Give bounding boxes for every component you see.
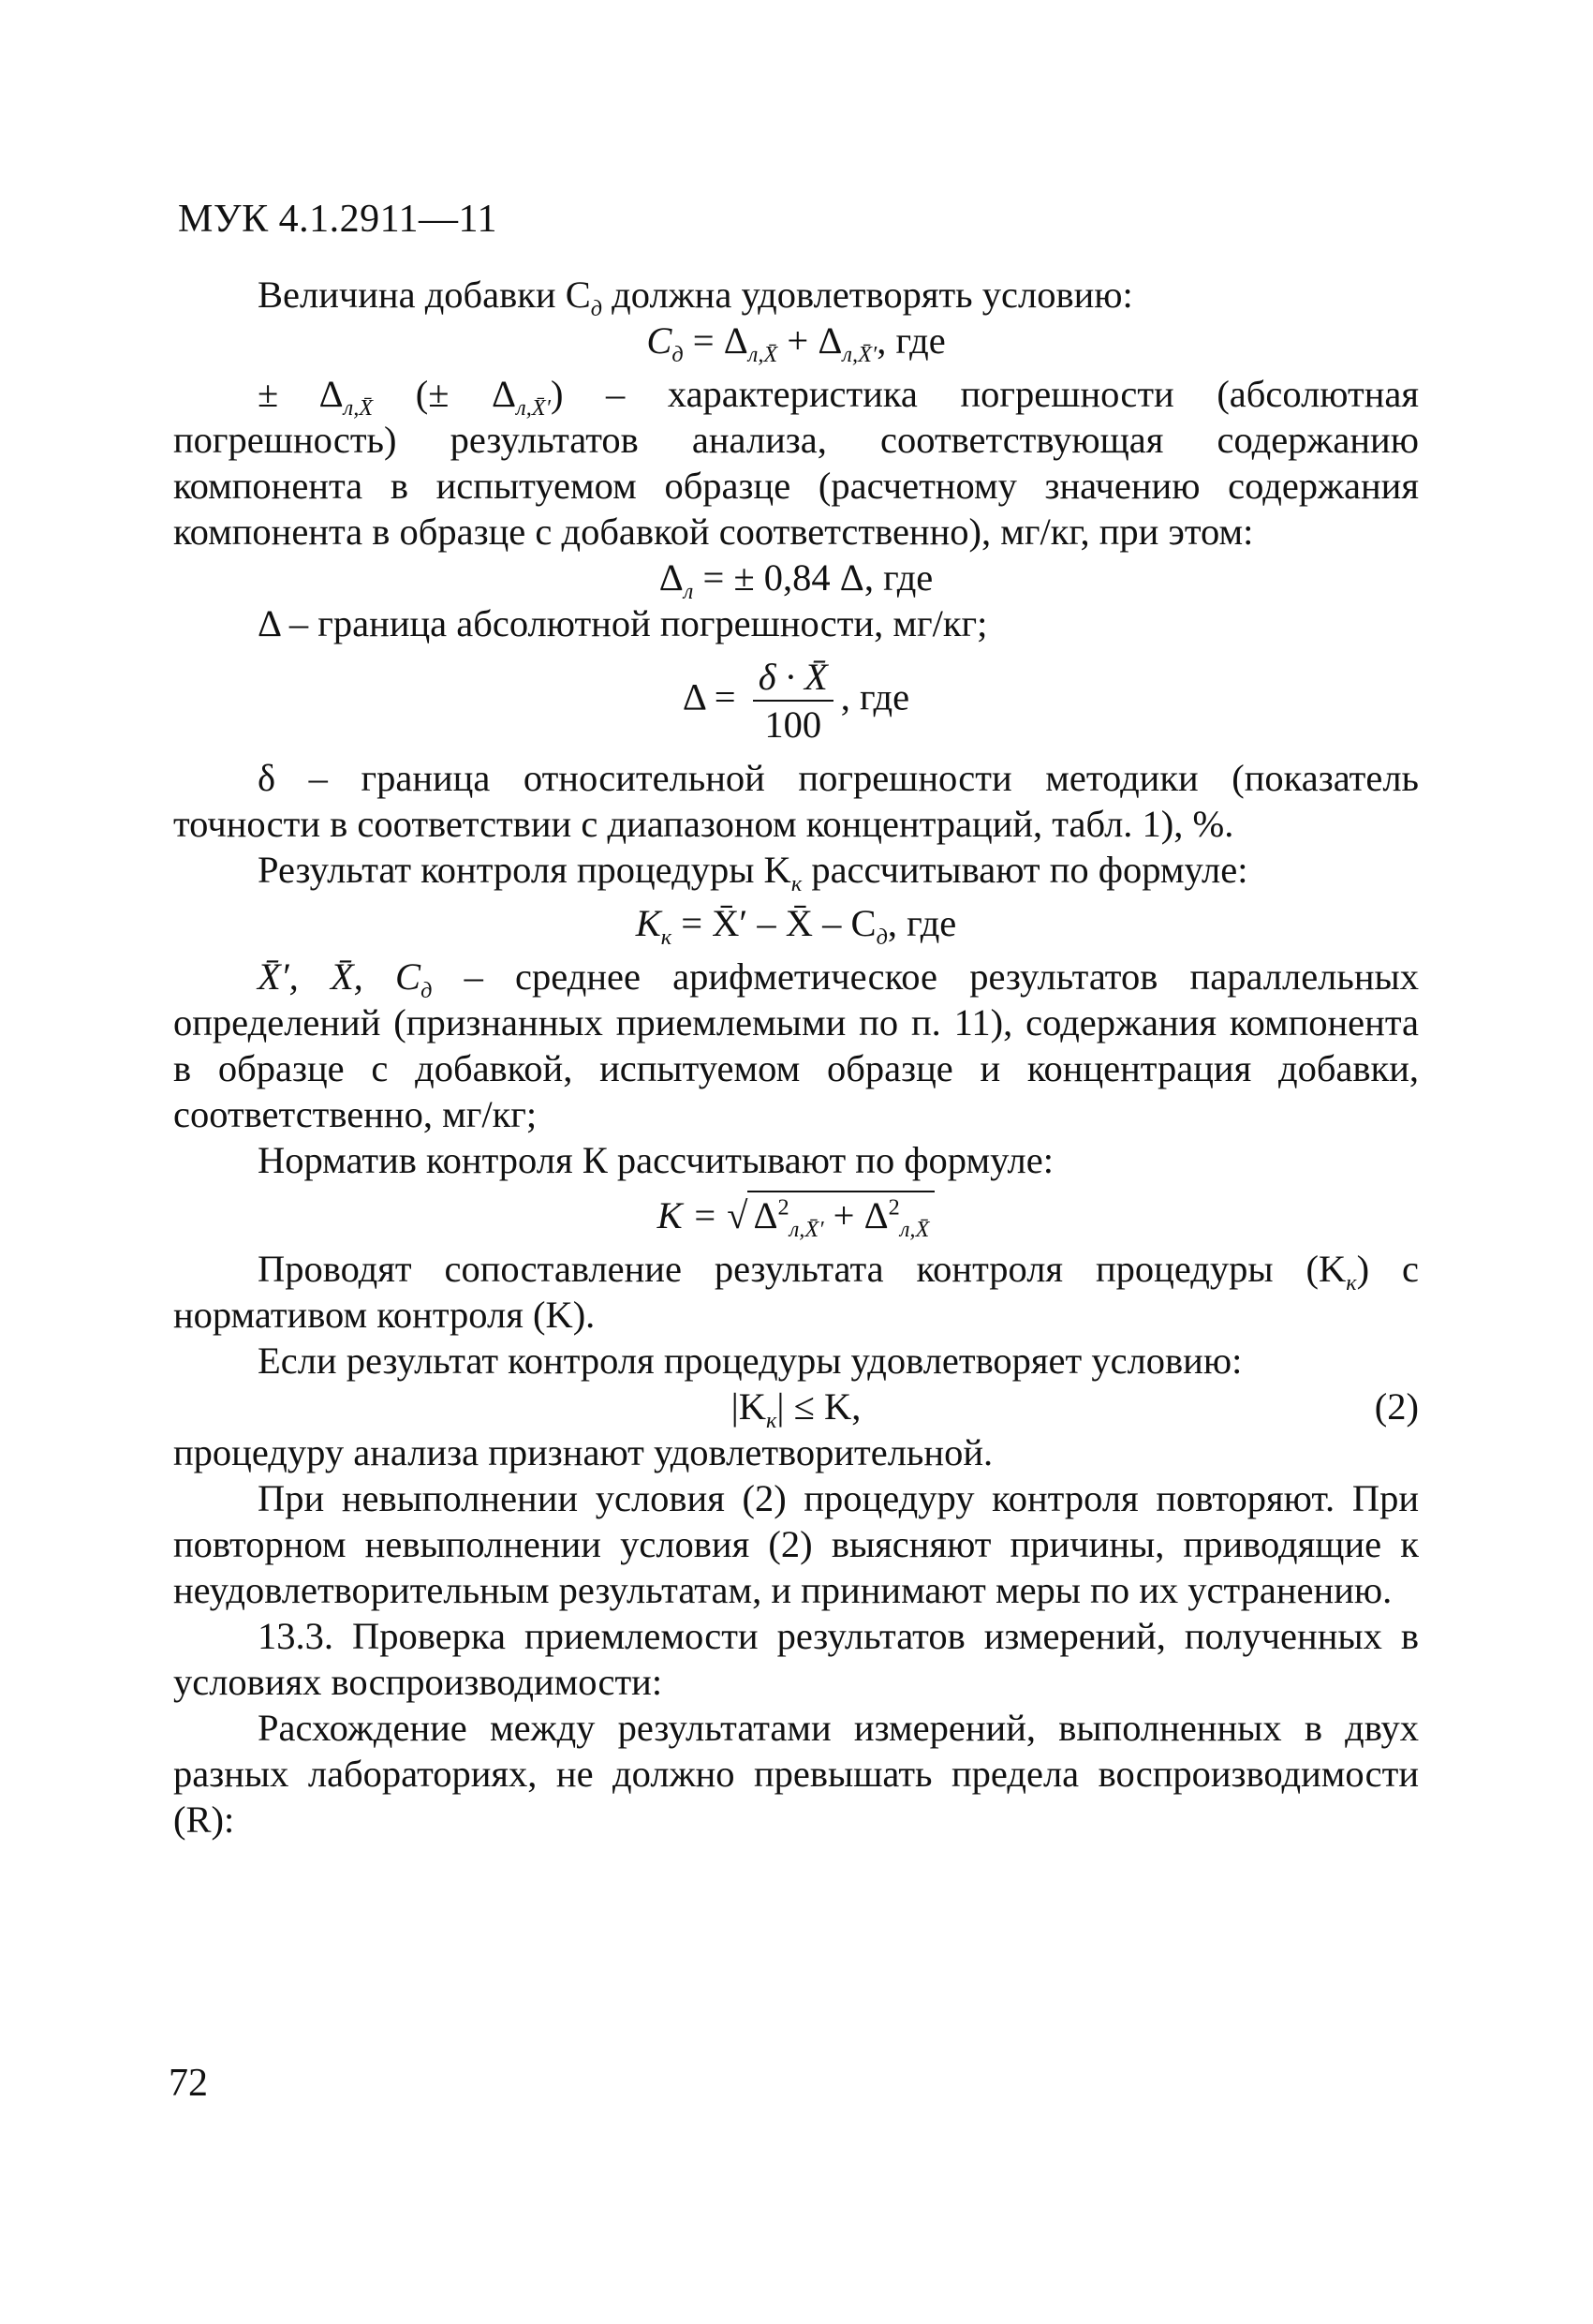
sqrt-sign: √ [727, 1194, 748, 1236]
document-code-header: МУК 4.1.2911—11 [178, 198, 497, 241]
paragraph-control-result: Результат контроля процедуры $K_к$ рассчитывают по формуле: [258, 849, 1248, 897]
equation-k-sqrt: K = √ $\Delta^2_{л,X̄'} + \Delta^2_{л,X̄}$ [173, 1191, 1419, 1238]
paragraph-comparison: Проводят сопоставление результата контроля процедуры $(K_к)$ с нормативом контроля (K). [173, 1248, 1419, 1336]
paragraph-error-characteristic: ± $\Delta_{л,X̄}$ (± $\Delta_{л,X̄'}$) – характеристика погрешности (абсолютная погрешность) результатов анализа, соответствующая содержанию компонента в испытуемом образце (расчетному значению содержания компонента в образце с добавкой соответственно), мг/кг, при этом: [173, 373, 1419, 553]
equation-additive: $C_д = \Delta_{л,X̄} + \Delta_{л,X̄'}$, где [646, 319, 946, 368]
paragraph-satisfactory: процедуру анализа признают удовлетворительной. [173, 1431, 994, 1473]
paragraph-mean-definitions: X̄′, X̄, $C_д$ – среднее арифметическое результатов параллельных определений (признанных приемлемыми по п. 11), содержания компонента в образце с добавкой, испытуемом образце и концентрация добавки, соответственно, мг/кг; [173, 955, 1419, 1135]
equation-number: (2) [1374, 1385, 1419, 1428]
paragraph-repeat-control: При невыполнении условия (2) процедуру контроля повторяют. При повторном невыполнении условия (2) выясняют причины, приводящие к неудовлетворительным результатам, и принимают меры по их устранению. [173, 1477, 1419, 1611]
paragraph-condition-intro: Если результат контроля процедуры удовлетворяет условию: [258, 1340, 1243, 1382]
paragraph-reproducibility: Расхождение между результатами измерений, выполненных в двух разных лабораториях, не должно превышать предела воспроизводимости (R): [173, 1707, 1419, 1841]
paragraph-delta-definition: Δ – граница абсолютной погрешности, мг/кг; [258, 602, 988, 644]
equation-kk: $K_к$ = X̄′ – X̄ – $C_д$, где [635, 902, 957, 951]
sqrt-radicand: $\Delta^2_{л,X̄'} + \Delta^2_{л,X̄}$ [747, 1191, 935, 1238]
equation-condition-2: $|K_к| \le K$, (2) [730, 1385, 1419, 1434]
paragraph-section-13-3: 13.3. Проверка приемлемости результатов измерений, полученных в условиях воспроизводимости: [173, 1615, 1419, 1703]
fraction: $\frac{\delta \cdot X̄}{100}$ [753, 654, 833, 748]
paragraph-control-norm: Норматив контроля К рассчитывают по формуле: [258, 1139, 1054, 1181]
page-number: 72 [169, 2062, 208, 2105]
document-body [173, 272, 1419, 1843]
paragraph-additive-condition: Величина добавки $C_д$ должна удовлетворять условию: [258, 274, 1133, 322]
equation-delta-l: $\Delta_л$ = ± 0,84 Δ, где [658, 556, 934, 605]
paragraph-relative-error: δ – граница относительной погрешности методики (показатель точности в соответствии с диапазоном концентраций, табл. 1), %. [173, 757, 1419, 845]
equation-delta-fraction: Δ = $\frac{\delta \cdot X̄}{100}$ , где [682, 656, 910, 746]
